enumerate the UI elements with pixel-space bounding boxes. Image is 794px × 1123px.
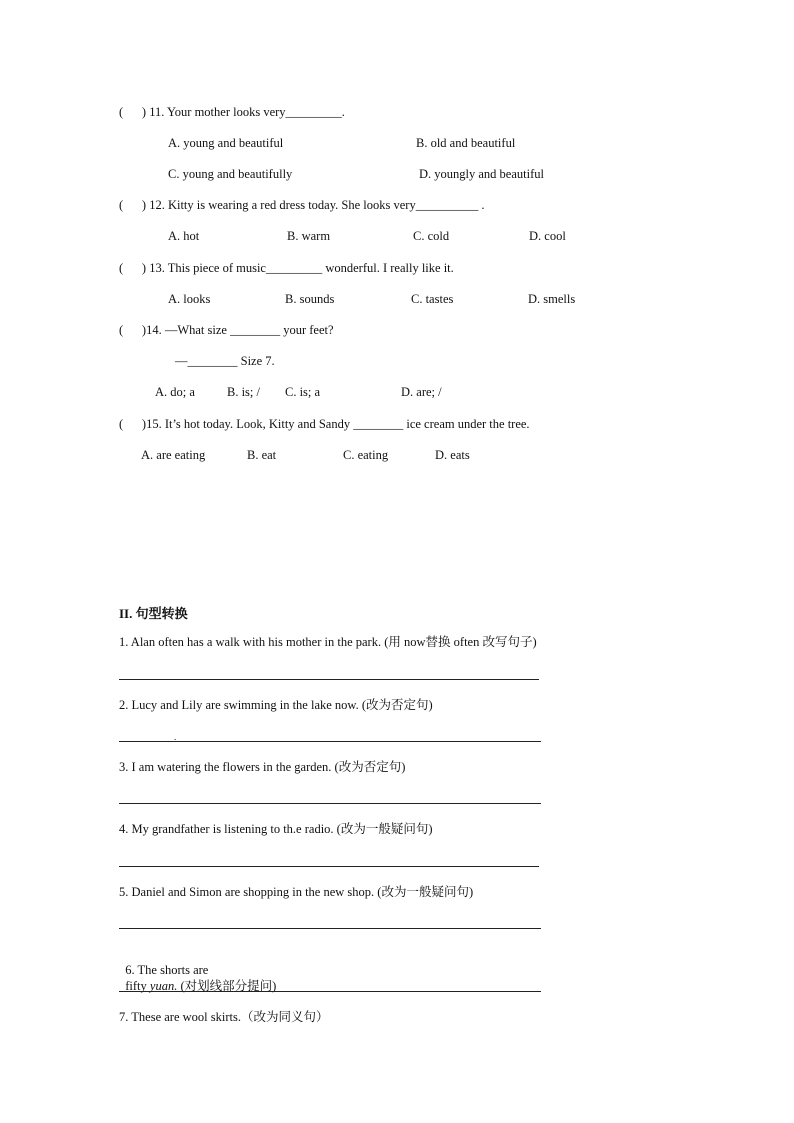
transform-item-1: 1. Alan often has a walk with his mother in the park. (用 now替换 often 改写句子)	[119, 635, 537, 649]
question-11-option-a: A. young and beautiful	[168, 136, 284, 150]
answer-line-1[interactable]	[119, 679, 539, 680]
question-15-option-b: B. eat	[247, 448, 277, 462]
question-15-stem: ( )15. It’s hot today. Look, Kitty and Sandy ________ ice cream under the tree.	[119, 417, 530, 431]
answer-line-6[interactable]	[119, 991, 541, 992]
underlined-yuan: yuan.	[149, 979, 178, 993]
question-12-option-c: C. cold	[413, 229, 450, 243]
question-13-option-d: D. smells	[528, 292, 576, 306]
section-title: II. 句型转换	[119, 606, 188, 621]
question-14-option-d: D. are; /	[401, 385, 442, 399]
question-13-option-b: B. sounds	[285, 292, 335, 306]
transform-item-2: 2. Lucy and Lily are swimming in the lake now. (改为否定句)	[119, 698, 433, 712]
question-15-option-a: A. are eating	[141, 448, 206, 462]
transform-item-6-text: 6. The shorts are	[125, 963, 209, 977]
answer-line-2[interactable]	[119, 741, 541, 742]
question-15-option-c: C. eating	[343, 448, 389, 462]
question-12-option-b: B. warm	[287, 229, 331, 243]
transform-item-4: 4. My grandfather is listening to th.e radio. (改为一般疑问句)	[119, 822, 433, 836]
question-11-stem: ( ) 11. Your mother looks very_________.	[119, 105, 345, 119]
question-14-option-b: B. is; /	[227, 385, 260, 399]
question-12-stem: ( ) 12. Kitty is wearing a red dress today. She looks very__________ .	[119, 198, 485, 212]
answer-line-3[interactable]	[119, 803, 541, 804]
transform-item-5: 5. Daniel and Simon are shopping in the new shop. (改为一般疑问句)	[119, 885, 474, 899]
question-12-option-a: A. hot	[168, 229, 200, 243]
question-14-option-c: C. is; a	[285, 385, 321, 399]
transform-item-3: 3. I am watering the flowers in the garden. (改为否定句)	[119, 760, 406, 774]
question-13-stem: ( ) 13. This piece of music_________ wonderful. I really like it.	[119, 261, 454, 275]
question-14-reply: —________ Size 7.	[175, 354, 275, 368]
answer-line-4[interactable]	[119, 866, 539, 867]
question-11-option-c: C. young and beautifully	[168, 167, 293, 181]
question-13-option-c: C. tastes	[411, 292, 454, 306]
question-15-option-d: D. eats	[435, 448, 470, 462]
transform-item-6	[119, 946, 276, 994]
question-14-option-a: A. do; a	[155, 385, 195, 399]
question-11-option-d: D. youngly and beautiful	[419, 167, 544, 181]
underlined-fifty: fifty	[125, 979, 147, 993]
question-11-option-b: B. old and beautiful	[416, 136, 516, 150]
question-12-option-d: D. cool	[529, 229, 566, 243]
answer-dot: .	[174, 732, 177, 742]
transform-item-6-instruction: (对划线部分提问)	[177, 979, 277, 993]
question-14-stem: ( )14. —What size ________ your feet?	[119, 323, 334, 337]
question-13-option-a: A. looks	[168, 292, 211, 306]
answer-line-5[interactable]	[119, 928, 541, 929]
transform-item-7: 7. These are wool skirts.（改为同义句）	[119, 1010, 329, 1024]
